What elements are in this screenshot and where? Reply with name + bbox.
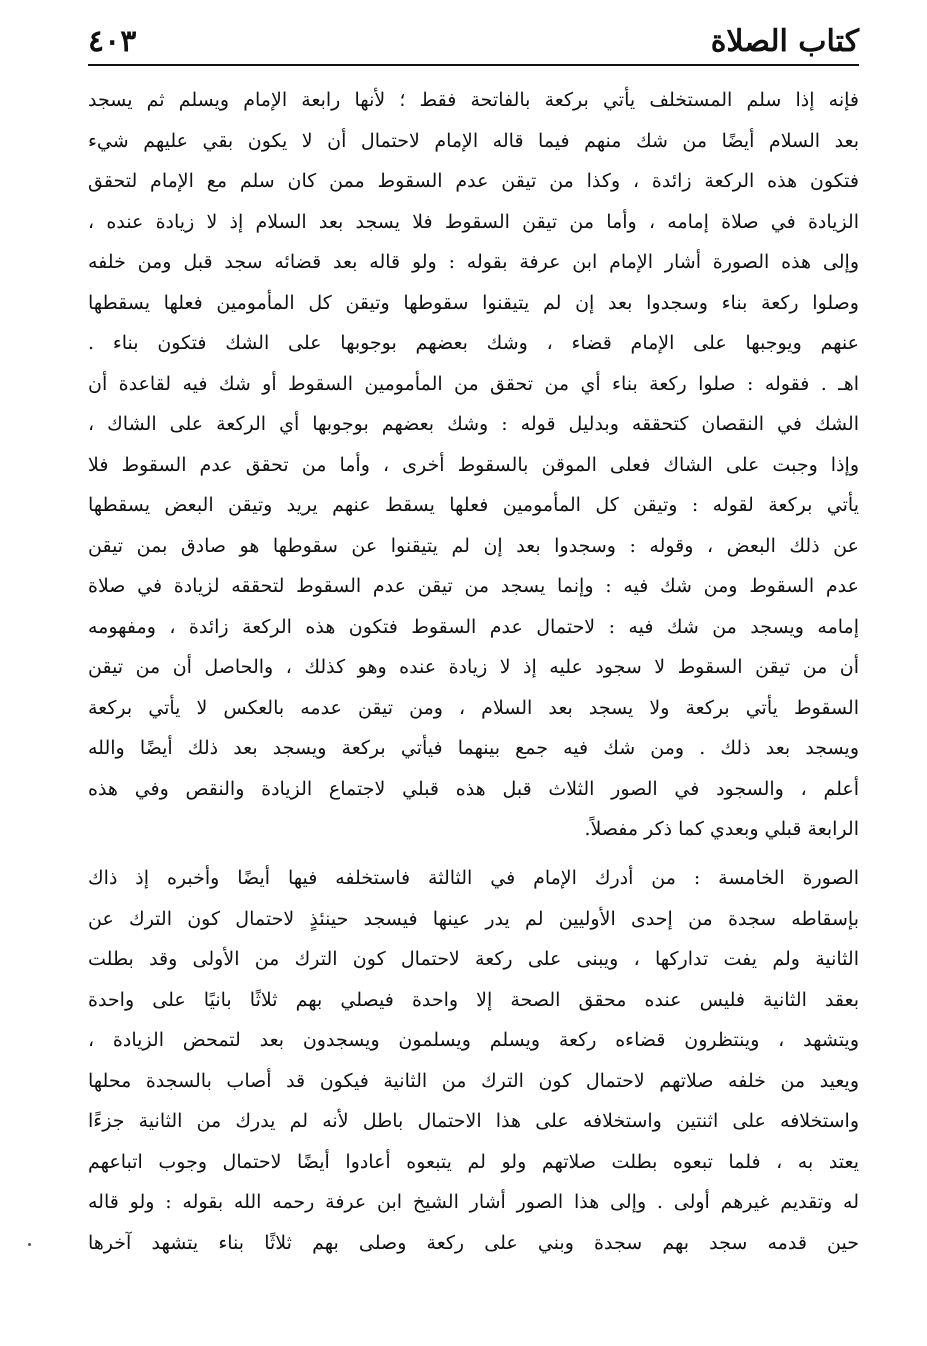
text-line: الثانية ولم يفت تداركها ، ويبنى على ركعة لاحتمال كون الترك من الأولى وقد بطلت: [88, 948, 859, 970]
text-line: الزيادة في صلاة إمامه ، وأما من تيقن السقوط فلا يسجد بعد السلام إذ لا زيادة عنده ،: [88, 210, 859, 233]
text-line: السقوط يأتي بركعة ولا يسجد بعد السلام ، ومن تيقن عدمه بالعكس لا يأتي بركعة: [88, 696, 859, 719]
text-line: أن من تيقن السقوط لا سجود عليه إذ لا زيادة عنده وهو كذلك ، والحاصل أن من تيقن: [88, 656, 859, 678]
paragraph-1: [88, 80, 859, 850]
text-line: عدم السقوط ومن شك فيه : وإنما يسجد من تيقن عدم السقوط لتحققه لزيادة في صلاة: [88, 575, 859, 597]
text-line: الرابعة قبلي وبعدي كما ذكر مفصلاً.: [584, 818, 859, 840]
margin-speck: [28, 1243, 31, 1246]
text-line: وصلوا ركعة بناء وسجدوا بعد إن لم يتيقنوا سقوطها وتيقن كل المأمومين فعلها يسقطها: [88, 291, 859, 314]
text-line: وإلى هذه الصورة أشار الإمام ابن عرفة بقوله : ولو قاله بعد قضائه سجد قبل ومن خلفه: [88, 251, 859, 273]
text-line: يأتي بركعة لقوله : وتيقن كل المأمومين فعلها يسقط عنهم يريد وتيقن البعض يسقطها: [88, 494, 859, 516]
text-line: اهـ . فقوله : صلوا ركعة بناء أي من تحقق من المأمومين السقوط أو شك فيه لقاعدة أن: [88, 372, 859, 395]
text-line: ويعيد من خلفه صلاتهم لاحتمال كون الترك من الثانية فيكون قد أصاب بالسجدة محلها: [88, 1069, 859, 1092]
text-line: الصورة الخامسة : من أدرك الإمام في الثالثة فاستخلفه فيها أيضًا وأخبره إذ ذاك: [88, 867, 859, 889]
text-line: له وتقديم غيرهم أولى . وإلى هذا الصور أشار الشيخ ابن عرفة رحمه الله بقوله : ولو قاله: [88, 1191, 859, 1213]
text-line: ويتشهد ، وينتظرون قضاءه ركعة ويسلم ويسلمون ويسجدون بعد لتمحض الزيادة ،: [88, 1029, 859, 1051]
running-title: كتاب الصلاة: [710, 24, 859, 59]
header-rule: [88, 64, 859, 66]
text-line: وإذا وجبت على الشاك فعلى الموقن بالسقوط أخرى ، وأما من تحقق عدم السقوط فلا: [88, 453, 859, 476]
page-number: ٤٠٣: [88, 24, 137, 59]
text-line: ويسجد بعد ذلك . ومن شك فيه جمع بينهما فيأتي بركعة ويسجد بعد ذلك أيضًا والله: [88, 737, 859, 759]
page-header: [88, 18, 859, 62]
paragraph-2: [88, 858, 859, 1263]
text-line: فتكون هذه الركعة زائدة ، وكذا من تيقن عدم السقوط ممن كان سلم مع الإمام لتحقق: [88, 170, 859, 192]
text-line: الشك في النقصان كتحققه وبدليل قوله : وشك بعضهم بوجوبها أي الركعة على الشاك ،: [88, 413, 859, 435]
text-line: بعقد الثانية فليس عنده محقق الصحة إلا واحدة فيصلي بهم ثلاثًا بانيًا على واحدة: [88, 988, 859, 1011]
text-line: فإنه إذا سلم المستخلف يأتي بركعة بالفاتحة فقط ؛ لأنها رابعة الإمام ويسلم ثم يسجد: [88, 89, 859, 111]
text-line: بإسقاطه سجدة من إحدى الأوليين لم يدر عينها فيسجد حينئذٍ لاحتمال كون الترك عن: [88, 907, 859, 930]
text-line: عنهم ويوجبها على الإمام قضاء ، وشك بعضهم بوجوبها على الشك فتكون بناء .: [88, 332, 859, 354]
text-line: إمامه ويسجد من شك فيه : لاحتمال عدم السقوط فتكون هذه الركعة زائدة ، ومفهومه: [88, 615, 859, 638]
text-line: بعد السلام أيضًا من شك منهم فيما قاله الإمام لاحتمال أن لا يكون بقي عليهم شيء: [88, 129, 859, 152]
text-line: واستخلافه على اثنتين واستخلافه على هذا الاحتمال باطل لأنه لم يدرك من الثانية جزءًا: [88, 1110, 859, 1132]
text-line: عن ذلك البعض ، وقوله : وسجدوا بعد إن لم يتيقنوا عن سقوطها هو صادق بمن تيقن: [88, 534, 859, 557]
text-line: يعتد به ، فلما تبعوه بطلت صلاتهم ولو لم يتبعوه أعادوا أيضًا لاحتمال وجوب اتباعهم: [88, 1150, 859, 1173]
text-line: حين قدمه سجد بهم سجدة وبني على ركعة وصلى بهم ثلاثًا بناء يتشهد آخرها: [88, 1231, 859, 1254]
text-line: أعلم ، والسجود في الصور الثلاث قبل هذه قبلي لاجتماع الزيادة والنقص وفي هذه: [88, 777, 859, 800]
